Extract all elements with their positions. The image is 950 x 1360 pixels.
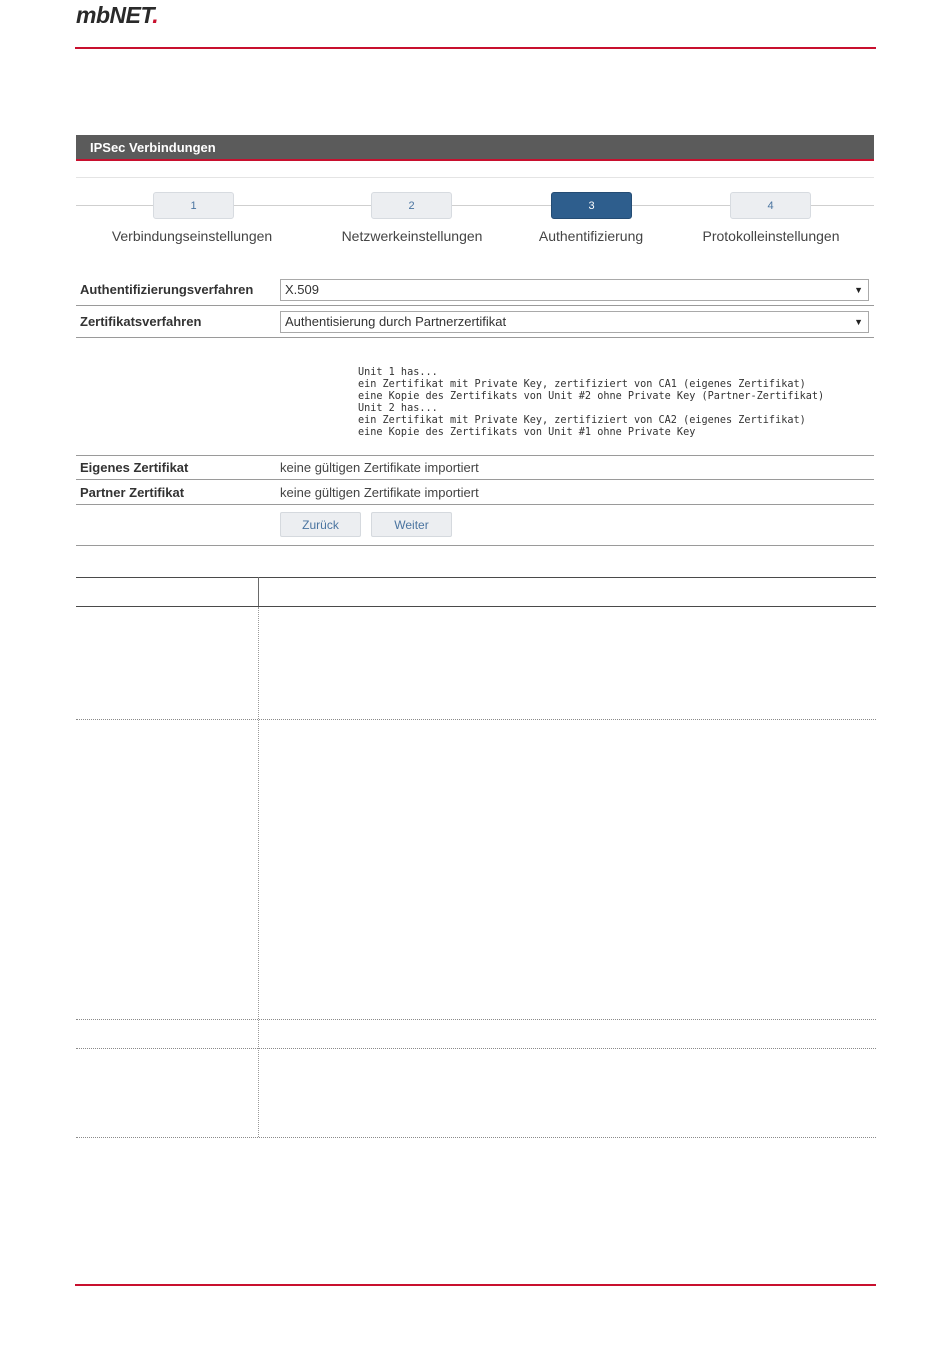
buttons-row	[76, 505, 874, 546]
panel-divider	[76, 177, 874, 178]
wizard-step-4[interactable]: 4	[730, 192, 811, 219]
panel-title: IPSec Verbindungen	[76, 135, 874, 161]
dropdown-arrow-icon: ▼	[854, 285, 863, 295]
header-divider	[75, 47, 876, 49]
partner-cert-row	[76, 480, 874, 505]
table-bottom-border	[76, 1137, 876, 1138]
wizard-steps	[76, 192, 874, 252]
table-column-divider	[258, 607, 259, 1137]
auth-method-value: X.509	[285, 282, 319, 297]
partner-cert-value: keine gültigen Zertifikate importiert	[280, 485, 479, 500]
wizard-step-3[interactable]: 3	[551, 192, 632, 219]
cert-method-value: Authentisierung durch Partnerzertifikat	[285, 314, 507, 329]
mbnet-logo	[76, 2, 158, 29]
wizard-step-1-label: Verbindungseinstellungen	[111, 228, 273, 244]
cert-method-label: Zertifikatsverfahren	[80, 314, 202, 329]
logo-dot: .	[152, 2, 159, 28]
wizard-step-3-label: Authentifizierung	[538, 228, 644, 244]
table-row-divider	[76, 719, 876, 720]
partner-cert-label: Partner Zertifikat	[80, 485, 185, 500]
cert-method-info-text: Unit 1 has... ein Zertifikat mit Private Key, zertifiziert von CA1 (eigenes Zertifikat) eine Kopie des Zertifikats von Unit #2 ohne Private Key (Partner-Zertifikat) Unit 2 has... ein Zertifikat mit Private Key, zertifiziert von CA2 (eigenes Zertifikat) eine Kopie des Zertifikats von Unit #1 ohne Private Key	[358, 367, 825, 438]
own-cert-label: Eigenes Zertifikat	[80, 460, 189, 475]
table-header-bottom-border	[76, 606, 876, 607]
back-button[interactable]: Zurück	[280, 512, 361, 537]
cert-method-select[interactable]	[280, 311, 869, 333]
wizard-step-2[interactable]: 2	[371, 192, 452, 219]
wizard-step-4-label: Protokolleinstellungen	[702, 228, 840, 244]
own-cert-row	[76, 456, 874, 480]
table-top-border	[76, 577, 876, 578]
table-row-divider	[76, 1048, 876, 1049]
next-button[interactable]: Weiter	[371, 512, 452, 537]
own-cert-value: keine gültigen Zertifikate importiert	[280, 460, 479, 475]
table-header-divider	[258, 577, 259, 606]
auth-method-label: Authentifizierungsverfahren	[80, 282, 254, 297]
footer-divider	[75, 1284, 876, 1286]
wizard-step-1[interactable]: 1	[153, 192, 234, 219]
dropdown-arrow-icon: ▼	[854, 317, 863, 327]
logo-text: mbNET	[76, 2, 153, 28]
info-row	[76, 338, 874, 456]
auth-method-row	[76, 274, 874, 306]
auth-method-select[interactable]	[280, 279, 869, 301]
cert-method-row	[76, 306, 874, 338]
wizard-step-2-label: Netzwerkeinstellungen	[341, 228, 483, 244]
table-row-divider	[76, 1019, 876, 1020]
